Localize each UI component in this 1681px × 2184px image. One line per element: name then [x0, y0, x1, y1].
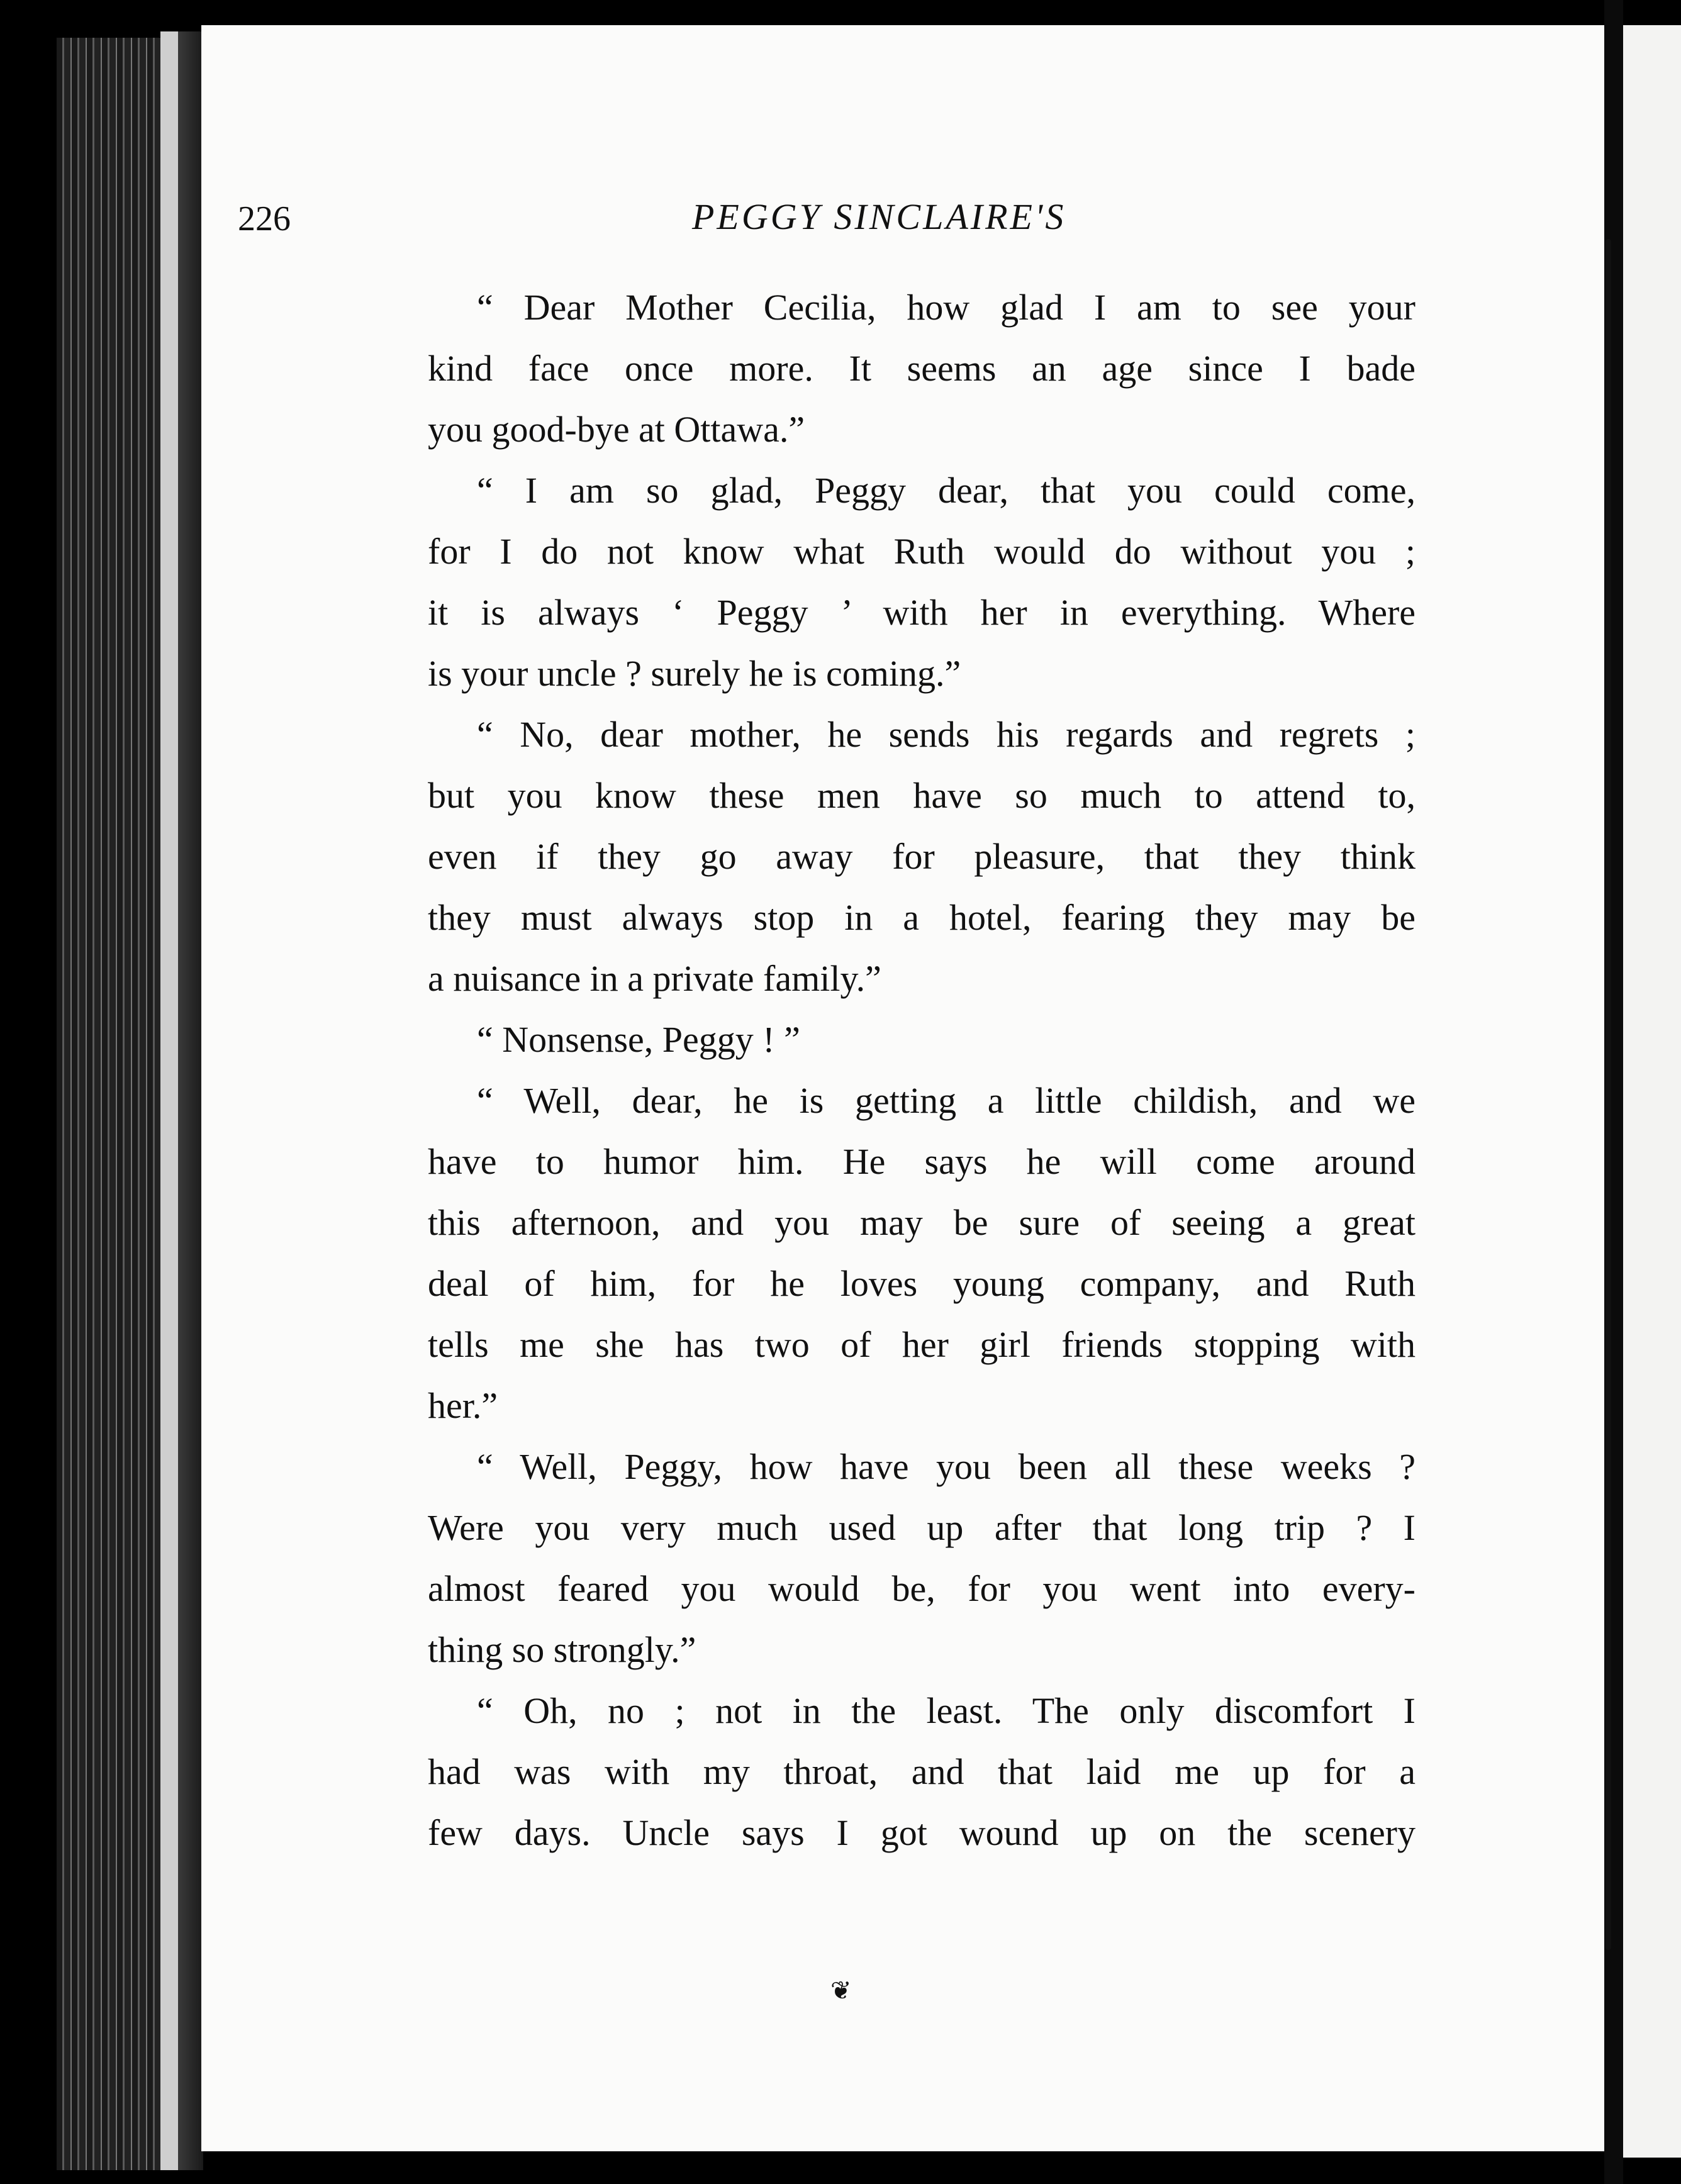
text-line: kind face once more. It seems an age since I bade: [428, 348, 1416, 389]
page-number: 226: [238, 199, 291, 238]
text-line: “ Well, dear, he is getting a little childish, and we: [477, 1080, 1416, 1121]
text-line: her.”: [428, 1385, 498, 1426]
next-page-edge: [1623, 25, 1681, 2158]
text-line: Were you very much used up after that long trip ? I: [428, 1507, 1416, 1548]
text-line: but you know these men have so much to attend to,: [428, 775, 1416, 816]
text-line: a nuisance in a private family.”: [428, 958, 881, 999]
text-line: few days. Uncle says I got wound up on the scenery: [428, 1812, 1416, 1853]
text-line: “ No, dear mother, he sends his regards and regrets ;: [477, 714, 1416, 755]
text-line: it is always ‘ Peggy ’ with her in everything. Where: [428, 592, 1416, 633]
binding-line: [1606, 239, 1611, 1950]
text-line: deal of him, for he loves young company, and Ruth: [428, 1263, 1416, 1304]
text-line: for I do not know what Ruth would do without you ;: [428, 531, 1416, 572]
text-line: “ Nonsense, Peggy ! ”: [477, 1019, 800, 1060]
text-line: is your uncle ? surely he is coming.”: [428, 653, 961, 694]
book-edge-highlight: [160, 31, 178, 2170]
text-line: even if they go away for pleasure, that they think: [428, 836, 1416, 877]
text-line: “ Well, Peggy, how have you been all these weeks ?: [477, 1446, 1416, 1487]
body-text: [428, 277, 1416, 1863]
text-line: “ I am so glad, Peggy dear, that you could come,: [477, 470, 1416, 511]
text-line: almost feared you would be, for you went into every-: [428, 1568, 1416, 1609]
text-line: tells me she has two of her girl friends stopping with: [428, 1324, 1416, 1365]
text-line: had was with my throat, and that laid me up for a: [428, 1751, 1416, 1792]
text-line: you good-bye at Ottawa.”: [428, 409, 805, 450]
text-line: have to humor him. He says he will come around: [428, 1141, 1416, 1182]
book-edge-shadow: [178, 31, 203, 2170]
running-head: PEGGY SINCLAIRE'S: [692, 196, 1066, 237]
text-line: this afternoon, and you may be sure of seeing a great: [428, 1202, 1416, 1243]
text-line: thing so strongly.”: [428, 1629, 696, 1670]
ornament-mark: ❦: [830, 1976, 852, 2005]
text-line: “ Oh, no ; not in the least. The only discomfort I: [477, 1690, 1416, 1731]
text-line: they must always stop in a hotel, fearing they may be: [428, 897, 1416, 938]
text-line: “ Dear Mother Cecilia, how glad I am to see your: [477, 287, 1416, 328]
